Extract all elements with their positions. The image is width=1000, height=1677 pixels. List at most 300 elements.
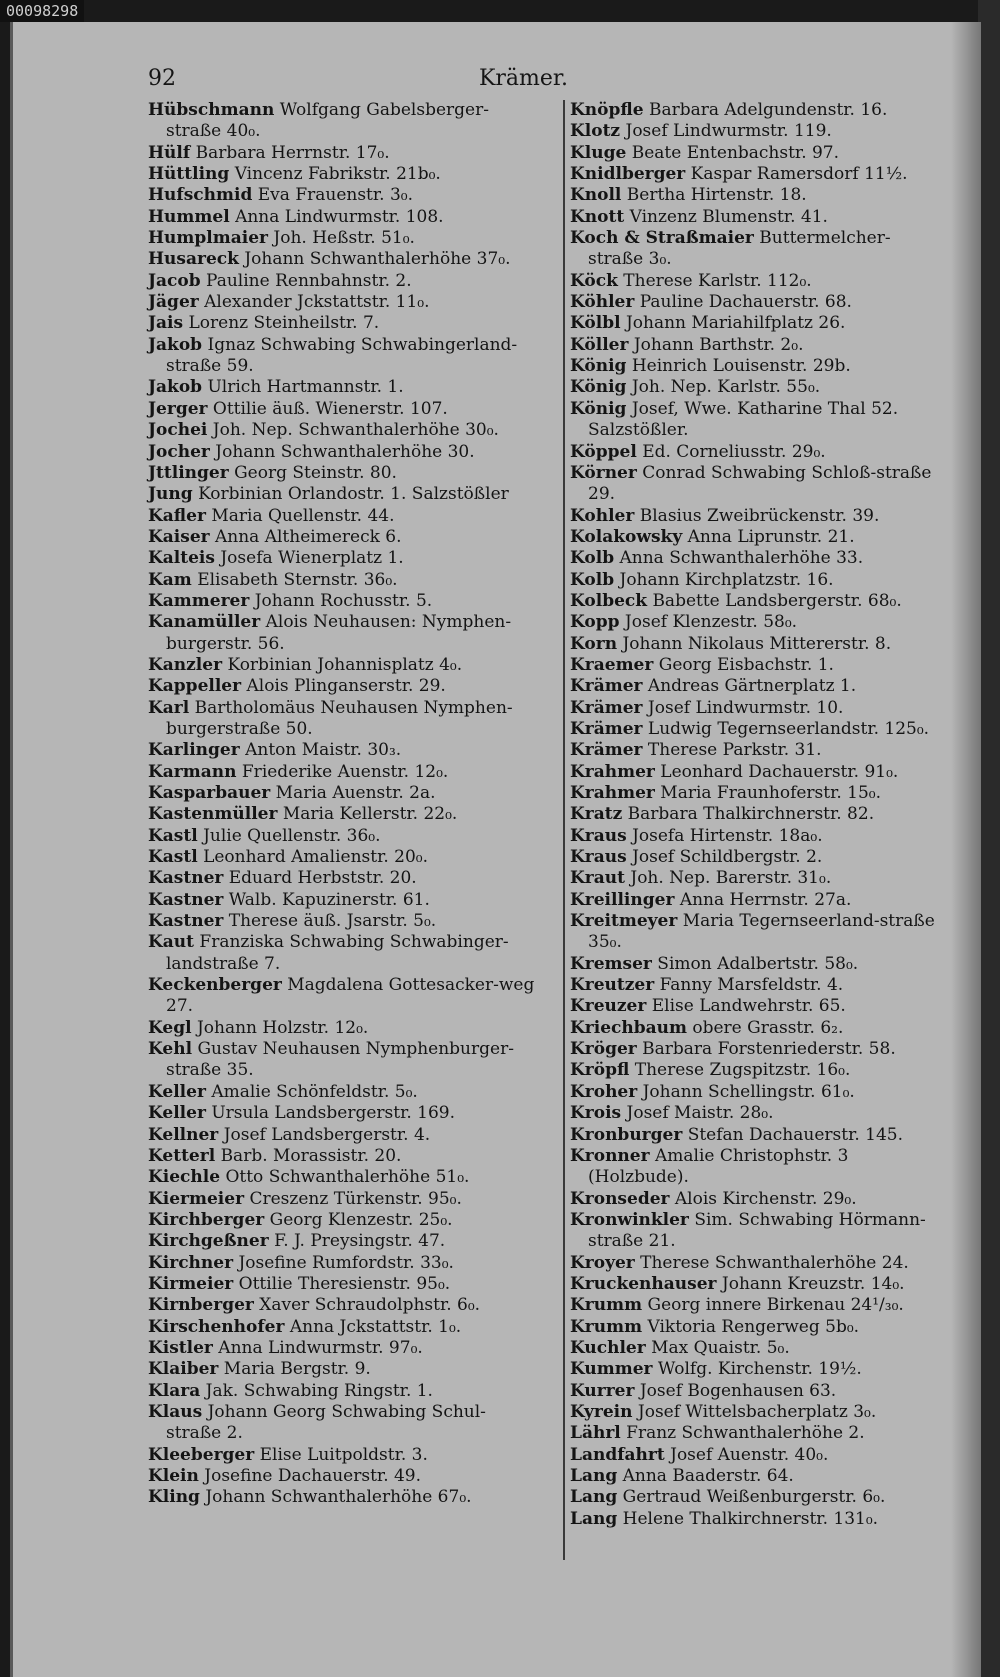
entry-name: Kolb	[570, 548, 615, 569]
directory-entry	[148, 377, 536, 398]
entry-name: Kam	[148, 569, 192, 590]
directory-entry	[148, 612, 536, 655]
directory-entry	[148, 1082, 536, 1103]
entry-detail: Anna Lindwurmstr. 97₀.	[218, 1337, 423, 1358]
directory-entry	[570, 1445, 942, 1466]
entry-name: Jochei	[148, 420, 208, 441]
entry-detail: Therese Zugspitzstr. 16₀.	[634, 1060, 851, 1081]
directory-entry	[570, 868, 942, 889]
entry-detail: Gertraud Weißenburgerstr. 6₀.	[622, 1487, 886, 1508]
entry-name: Hüttling	[148, 164, 230, 185]
page-header	[148, 66, 568, 91]
entry-name: Kopp	[570, 612, 620, 633]
directory-entry	[148, 1167, 536, 1188]
entry-detail: Johann Barthstr. 2₀.	[633, 334, 804, 355]
directory-entry	[148, 1210, 536, 1231]
entry-name: Hummel	[148, 206, 230, 227]
entry-detail: Alois Kirchenstr. 29₀.	[674, 1188, 857, 1209]
entry-name: Knöpfle	[570, 100, 644, 120]
entry-detail: Anna Jckstattstr. 1₀.	[289, 1316, 462, 1337]
entry-detail: Josef Bogenhausen 63.	[639, 1380, 837, 1401]
directory-entry	[148, 1103, 536, 1124]
entry-name: König	[570, 356, 627, 377]
entry-detail: Andreas Gärtnerplatz 1.	[647, 676, 857, 697]
entry-name: Ketterl	[148, 1145, 216, 1166]
entry-name: Hübschmann	[148, 100, 275, 120]
directory-entry	[570, 442, 942, 463]
directory-entry	[570, 143, 942, 164]
directory-entry	[570, 548, 942, 569]
entry-detail: Josef Schildbergstr. 2.	[632, 847, 823, 868]
entry-name: Köller	[570, 334, 629, 355]
entry-name: Klaus	[148, 1401, 203, 1422]
entry-name: Kiechle	[148, 1167, 221, 1188]
entry-name: Lang	[570, 1487, 618, 1508]
entry-name: Kappeller	[148, 676, 242, 697]
entry-name: Kreitmeyer	[570, 911, 678, 932]
directory-entry	[148, 292, 536, 313]
entry-name: Kraut	[570, 868, 625, 889]
entry-detail: Barbara Forstenriederstr. 58.	[642, 1039, 896, 1060]
entry-detail: Anton Maistr. 30₃.	[245, 740, 402, 761]
entry-detail: Joh. Nep. Karlstr. 55₀.	[631, 377, 821, 398]
entry-name: Krois	[570, 1103, 622, 1124]
entry-name: Krämer	[570, 718, 643, 739]
entry-name: Kolb	[570, 569, 615, 590]
entry-name: Karlinger	[148, 740, 240, 761]
directory-entry	[570, 847, 942, 868]
entry-detail: Johann Nikolaus Mittererstr. 8.	[622, 633, 892, 654]
entry-name: Kohler	[570, 505, 635, 526]
entry-name: Knidlberger	[570, 164, 686, 185]
entry-detail: Josef Landsbergerstr. 4.	[223, 1124, 431, 1145]
entry-detail: Korbinian Orlandostr. 1. Salzstößler	[198, 484, 509, 505]
directory-entry	[148, 1295, 536, 1316]
directory-entry	[148, 420, 536, 441]
directory-entry	[570, 698, 942, 719]
entry-name: Jakob	[148, 334, 203, 355]
entry-detail: Eva Frauenstr. 3₀.	[257, 185, 413, 206]
entry-name: Jttlinger	[148, 462, 229, 483]
entry-detail: Xaver Schraudolphstr. 6₀.	[259, 1295, 481, 1316]
directory-entry	[148, 1338, 536, 1359]
directory-entry	[570, 1060, 942, 1081]
entry-name: Koch & Straßmaier	[570, 228, 754, 249]
entry-detail: Otto Schwanthalerhöhe 51₀.	[225, 1167, 470, 1188]
directory-entry	[570, 1317, 942, 1338]
directory-entry	[148, 1487, 536, 1508]
entry-name: Jakob	[148, 377, 203, 398]
entry-name: Kriechbaum	[570, 1017, 687, 1038]
entry-name: Kastner	[148, 889, 224, 910]
entry-detail: Johann Schwanthalerhöhe 37₀.	[244, 249, 511, 270]
entry-detail: Korbinian Johannisplatz 4₀.	[227, 654, 463, 675]
entry-detail: Bartholomäus Neuhausen Nymphen-burgerstraße 50.	[166, 697, 513, 739]
entry-name: Jäger	[148, 292, 199, 313]
entry-detail: Barbara Thalkirchnerstr. 82.	[627, 804, 875, 825]
entry-detail: Josefa Hirtenstr. 18a₀.	[632, 825, 823, 846]
entry-name: Kling	[148, 1487, 200, 1508]
directory-entry	[148, 164, 536, 185]
entry-detail: Creszenz Türkenstr. 95₀.	[249, 1188, 462, 1209]
entry-detail: Eduard Herbststr. 20.	[228, 868, 417, 889]
entry-detail: Georg Steinstr. 80.	[234, 462, 397, 483]
directory-entry	[148, 143, 536, 164]
entry-detail: Kaspar Ramersdorf 11½.	[690, 164, 908, 185]
directory-entry	[570, 1189, 942, 1210]
entry-name: Keckenberger	[148, 975, 282, 996]
entry-name: Kronseder	[570, 1188, 670, 1209]
directory-entry	[570, 740, 942, 761]
entry-detail: Vinzenz Blumenstr. 41.	[629, 206, 828, 227]
entry-detail: Pauline Dachauerstr. 68.	[639, 292, 852, 313]
entry-detail: Jak. Schwabing Ringstr. 1.	[205, 1380, 433, 1401]
entry-name: Kluge	[570, 142, 627, 163]
right-column	[570, 100, 942, 1530]
directory-entry	[570, 185, 942, 206]
entry-name: Kastl	[148, 847, 198, 868]
entry-detail: Therese Parkstr. 31.	[647, 740, 822, 761]
entry-detail: Franz Schwanthalerhöhe 2.	[626, 1423, 865, 1444]
entry-name: Kraus	[570, 847, 627, 868]
entry-name: König	[570, 377, 627, 398]
entry-detail: Josefa Wienerplatz 1.	[220, 548, 404, 569]
directory-entry	[570, 1103, 942, 1124]
entry-detail: Johann Georg Schwabing Schul-straße 2.	[166, 1401, 486, 1444]
page-number: 92	[148, 66, 176, 91]
entry-name: Kastner	[148, 911, 224, 932]
entry-name: Kraus	[570, 825, 627, 846]
directory-entry	[570, 463, 942, 506]
entry-name: Kistler	[148, 1337, 213, 1358]
scan-id-label: 00098298	[0, 0, 84, 22]
entry-name: Knoll	[570, 185, 622, 206]
entry-detail: Pauline Rennbahnstr. 2.	[206, 270, 412, 291]
directory-entry	[570, 377, 942, 398]
entry-name: Kirchberger	[148, 1209, 265, 1230]
entry-detail: Georg innere Birkenau 24¹/₃₀.	[647, 1295, 904, 1316]
directory-entry	[570, 1125, 942, 1146]
directory-entry	[570, 762, 942, 783]
entry-detail: Heinrich Louisenstr. 29b.	[631, 356, 851, 377]
entry-detail: Josef Auenstr. 40₀.	[670, 1444, 829, 1465]
directory-entry	[148, 1125, 536, 1146]
directory-entry	[148, 1381, 536, 1402]
directory-entry	[570, 954, 942, 975]
entry-detail: Elise Landwehrstr. 65.	[651, 996, 846, 1017]
entry-name: Krämer	[570, 740, 643, 761]
entry-detail: Franziska Schwabing Schwabinger-landstraße 7.	[166, 932, 509, 974]
entry-detail: Josef Maistr. 28₀.	[626, 1103, 774, 1124]
entry-name: Kaiser	[148, 526, 210, 547]
directory-entry	[148, 762, 536, 783]
entry-detail: Ottilie Theresienstr. 95₀.	[238, 1273, 451, 1294]
entry-detail: Max Quaistr. 5₀.	[651, 1337, 790, 1358]
directory-entry	[148, 1253, 536, 1274]
directory-entry	[148, 804, 536, 825]
directory-entry	[148, 228, 536, 249]
entry-name: Landfahrt	[570, 1444, 665, 1465]
entry-name: Knott	[570, 206, 625, 227]
entry-detail: Vincenz Fabrikstr. 21b₀.	[234, 164, 441, 185]
directory-entry	[148, 1231, 536, 1252]
entry-detail: Maria Quellenstr. 44.	[211, 505, 395, 526]
entry-detail: Elisabeth Sternstr. 36₀.	[197, 569, 398, 590]
entry-detail: obere Grasstr. 6₂.	[692, 1017, 844, 1038]
entry-detail: Josef Wittelsbacherplatz 3₀.	[637, 1401, 877, 1422]
entry-name: Kehl	[148, 1039, 193, 1060]
directory-entry	[148, 868, 536, 889]
directory-entry	[148, 1018, 536, 1039]
entry-detail: Conrad Schwabing Schloß-straße 29.	[588, 462, 932, 505]
entry-name: Karmann	[148, 761, 237, 782]
entry-name: Kraemer	[570, 654, 654, 675]
entry-name: Klaiber	[148, 1359, 219, 1380]
directory-entry	[148, 207, 536, 228]
directory-entry	[570, 1274, 942, 1295]
entry-detail: Johann Schellingstr. 61₀.	[642, 1081, 855, 1102]
entry-name: Klotz	[570, 121, 621, 142]
entry-name: Kirnberger	[148, 1295, 254, 1316]
entry-name: Kölbl	[570, 313, 621, 334]
entry-name: Kreillinger	[570, 889, 675, 910]
directory-entry	[570, 570, 942, 591]
entry-name: Kleeberger	[148, 1444, 255, 1465]
entry-name: Kolbeck	[570, 590, 648, 611]
directory-entry	[570, 996, 942, 1017]
entry-name: Klein	[148, 1466, 199, 1486]
directory-entry	[570, 975, 942, 996]
entry-name: Köhler	[570, 292, 635, 313]
entry-detail: Ulrich Hartmannstr. 1.	[207, 377, 404, 398]
entry-detail: Simon Adalbertstr. 58₀.	[657, 953, 859, 974]
entry-name: Krämer	[570, 676, 643, 697]
entry-detail: Beate Entenbachstr. 97.	[631, 142, 840, 163]
entry-detail: Josefine Dachauerstr. 49.	[204, 1466, 422, 1486]
entry-name: Kastner	[148, 868, 224, 889]
directory-entry	[570, 292, 942, 313]
directory-entry	[570, 399, 942, 442]
directory-entry	[570, 335, 942, 356]
entry-detail: Magdalena Gottesacker-weg 27.	[166, 975, 535, 1017]
directory-entry	[570, 1402, 942, 1423]
entry-name: Kalteis	[148, 548, 215, 569]
entry-detail: Anna Lindwurmstr. 108.	[235, 206, 444, 227]
entry-detail: Josef Lindwurmstr. 10.	[647, 697, 844, 718]
entry-detail: Alois Neuhausen: Nymphen-burgerstr. 56.	[166, 612, 512, 654]
entry-detail: Johann Holzstr. 12₀.	[196, 1017, 369, 1038]
entry-name: Jerger	[148, 398, 208, 419]
entry-detail: Therese Schwanthalerhöhe 24.	[640, 1252, 909, 1273]
entry-detail: Georg Klenzestr. 25₀.	[269, 1209, 453, 1230]
entry-detail: Babette Landsbergerstr. 68₀.	[652, 590, 902, 611]
entry-name: Klara	[148, 1380, 201, 1401]
entry-detail: Bertha Hirtenstr. 18.	[626, 185, 807, 206]
entry-detail: Johann Schwanthalerhöhe 30.	[215, 441, 475, 462]
directory-entry	[148, 1189, 536, 1210]
entry-detail: Joh. Nep. Barerstr. 31₀.	[630, 868, 832, 889]
entry-name: Kreuzer	[570, 996, 647, 1017]
entry-name: Kyrein	[570, 1401, 633, 1422]
directory-entry	[148, 1317, 536, 1338]
entry-name: Kanamüller	[148, 612, 261, 633]
entry-name: Krumm	[570, 1295, 643, 1316]
entry-detail: Josef Klenzestr. 58₀.	[624, 612, 798, 633]
directory-entry	[148, 932, 536, 975]
entry-detail: Joh. Heßstr. 51₀.	[273, 228, 415, 249]
entry-detail: Elise Luitpoldstr. 3.	[259, 1444, 428, 1465]
directory-entry	[570, 527, 942, 548]
directory-entry	[148, 676, 536, 697]
entry-detail: Amalie Christophstr. 3 (Holzbude).	[588, 1145, 849, 1188]
directory-entry	[148, 399, 536, 420]
entry-detail: Amalie Schönfeldstr. 5₀.	[211, 1081, 418, 1102]
entry-name: Krämer	[570, 697, 643, 718]
directory-entry	[148, 1274, 536, 1295]
entry-name: Kronburger	[570, 1124, 683, 1145]
entry-detail: Buttermelcher-straße 3₀.	[588, 228, 891, 270]
directory-entry	[570, 313, 942, 334]
directory-entry	[570, 1210, 942, 1253]
entry-name: Kegl	[148, 1017, 192, 1038]
entry-name: Kirmeier	[148, 1273, 234, 1294]
directory-entry	[570, 1039, 942, 1060]
entry-detail: Barb. Morassistr. 20.	[220, 1145, 402, 1166]
directory-entry	[570, 100, 942, 121]
directory-entry	[148, 975, 536, 1018]
entry-name: Lährl	[570, 1423, 621, 1444]
entry-name: Kellner	[148, 1124, 219, 1145]
directory-entry	[148, 335, 536, 378]
entry-detail: Anna Schwanthalerhöhe 33.	[619, 548, 864, 569]
entry-detail: Anna Herrnstr. 27a.	[679, 889, 852, 910]
directory-entry	[570, 1423, 942, 1444]
directory-entry	[570, 676, 942, 697]
directory-entry	[570, 1381, 942, 1402]
entry-detail: Ottilie äuß. Wienerstr. 107.	[212, 398, 448, 419]
entry-detail: Maria Tegernseerland-straße 35₀.	[588, 911, 935, 953]
directory-entry	[570, 271, 942, 292]
directory-entry	[570, 634, 942, 655]
entry-name: Köppel	[570, 441, 637, 462]
entry-name: Korn	[570, 633, 618, 654]
entry-name: Kolakowsky	[570, 526, 683, 547]
directory-entry	[148, 740, 536, 761]
entry-detail: Blasius Zweibrückenstr. 39.	[639, 505, 880, 526]
entry-detail: Joh. Nep. Schwanthalerhöhe 30₀.	[212, 420, 499, 441]
entry-detail: F. J. Preysingstr. 47.	[274, 1231, 446, 1252]
directory-entry	[148, 100, 536, 143]
directory-entry	[570, 121, 942, 142]
entry-detail: Lorenz Steinheilstr. 7.	[188, 313, 380, 334]
entry-detail: Therese Karlstr. 112₀.	[623, 270, 812, 291]
entry-detail: Johann Kreuzstr. 14₀.	[721, 1273, 905, 1294]
directory-entry	[148, 271, 536, 292]
entry-detail: Ursula Landsbergerstr. 169.	[211, 1103, 456, 1124]
entry-detail: Georg Eisbachstr. 1.	[658, 654, 834, 675]
entry-name: Kafler	[148, 505, 206, 526]
directory-entry	[148, 847, 536, 868]
directory-entry	[148, 484, 536, 505]
entry-name: Kummer	[570, 1359, 653, 1380]
entry-detail: Alois Plinganserstr. 29.	[246, 676, 446, 697]
entry-name: Krahmer	[570, 783, 655, 803]
entry-name: Lang	[570, 1466, 618, 1486]
directory-entry	[570, 1018, 942, 1039]
directory-entry	[148, 570, 536, 591]
entry-name: Kastenmüller	[148, 804, 278, 825]
directory-entry	[570, 1146, 942, 1189]
entry-detail: Helene Thalkirchnerstr. 131₀.	[622, 1508, 879, 1529]
entry-detail: Maria Kellerstr. 22₀.	[282, 804, 458, 825]
directory-entry	[148, 698, 536, 741]
entry-name: Jacob	[148, 270, 201, 291]
running-title: Krämer.	[478, 66, 568, 91]
directory-entry	[148, 463, 536, 484]
entry-name: Kroyer	[570, 1252, 635, 1273]
entry-name: Keller	[148, 1103, 206, 1124]
entry-detail: Ludwig Tegernseerlandstr. 125₀.	[647, 718, 930, 739]
entry-name: Kanzler	[148, 654, 223, 675]
entry-name: Hülf	[148, 142, 191, 163]
entry-detail: Leonhard Amalienstr. 20₀.	[203, 847, 428, 868]
entry-detail: Ignaz Schwabing Schwabingerland-straße 59.	[166, 334, 518, 377]
entry-detail: Anna Baaderstr. 64.	[622, 1466, 794, 1486]
directory-entry	[570, 719, 942, 740]
entry-name: Kronwinkler	[570, 1209, 689, 1230]
entry-name: Kastl	[148, 825, 198, 846]
entry-name: Kröger	[570, 1039, 637, 1060]
directory-entry	[148, 527, 536, 548]
entry-name: Keller	[148, 1081, 206, 1102]
entry-name: Humplmaier	[148, 228, 268, 249]
facing-page-edge	[978, 0, 1000, 1677]
entry-detail: Gustav Neuhausen Nymphenburger-straße 35.	[166, 1039, 514, 1081]
entry-detail: Viktoria Rengerweg 5b₀.	[647, 1316, 860, 1337]
entry-detail: Barbara Herrnstr. 17₀.	[195, 142, 390, 163]
entry-name: Kirchner	[148, 1252, 234, 1273]
directory-entry	[570, 826, 942, 847]
directory-entry	[570, 783, 942, 804]
entry-name: Kiermeier	[148, 1188, 245, 1209]
directory-entry	[570, 804, 942, 825]
directory-entry	[148, 1146, 536, 1167]
entry-detail: Sim. Schwabing Hörmann-straße 21.	[588, 1209, 926, 1252]
entry-detail: Wolfgang Gabelsberger-straße 40₀.	[166, 100, 489, 142]
entry-name: Kremser	[570, 953, 652, 974]
entry-name: Kirschenhofer	[148, 1316, 285, 1337]
entry-name: Kroher	[570, 1081, 638, 1102]
directory-entry	[148, 826, 536, 847]
entry-detail: Johann Rochusstr. 5.	[254, 590, 433, 611]
directory-entry	[148, 1445, 536, 1466]
directory-entry	[148, 249, 536, 270]
directory-entry	[570, 356, 942, 377]
directory-entry	[148, 1402, 536, 1445]
directory-entry	[148, 313, 536, 334]
entry-detail: Barbara Adelgundenstr. 16.	[648, 100, 888, 120]
entry-detail: Walb. Kapuzinerstr. 61.	[228, 889, 430, 910]
entry-name: Kruckenhauser	[570, 1273, 717, 1294]
left-column	[148, 100, 536, 1509]
entry-name: Kaut	[148, 932, 195, 953]
entry-name: Kratz	[570, 804, 623, 825]
column-divider	[563, 100, 565, 1560]
entry-detail: Stefan Dachauerstr. 145.	[687, 1124, 904, 1145]
entry-name: Kurrer	[570, 1380, 635, 1401]
entry-name: Jung	[148, 484, 193, 505]
directory-entry	[570, 207, 942, 228]
